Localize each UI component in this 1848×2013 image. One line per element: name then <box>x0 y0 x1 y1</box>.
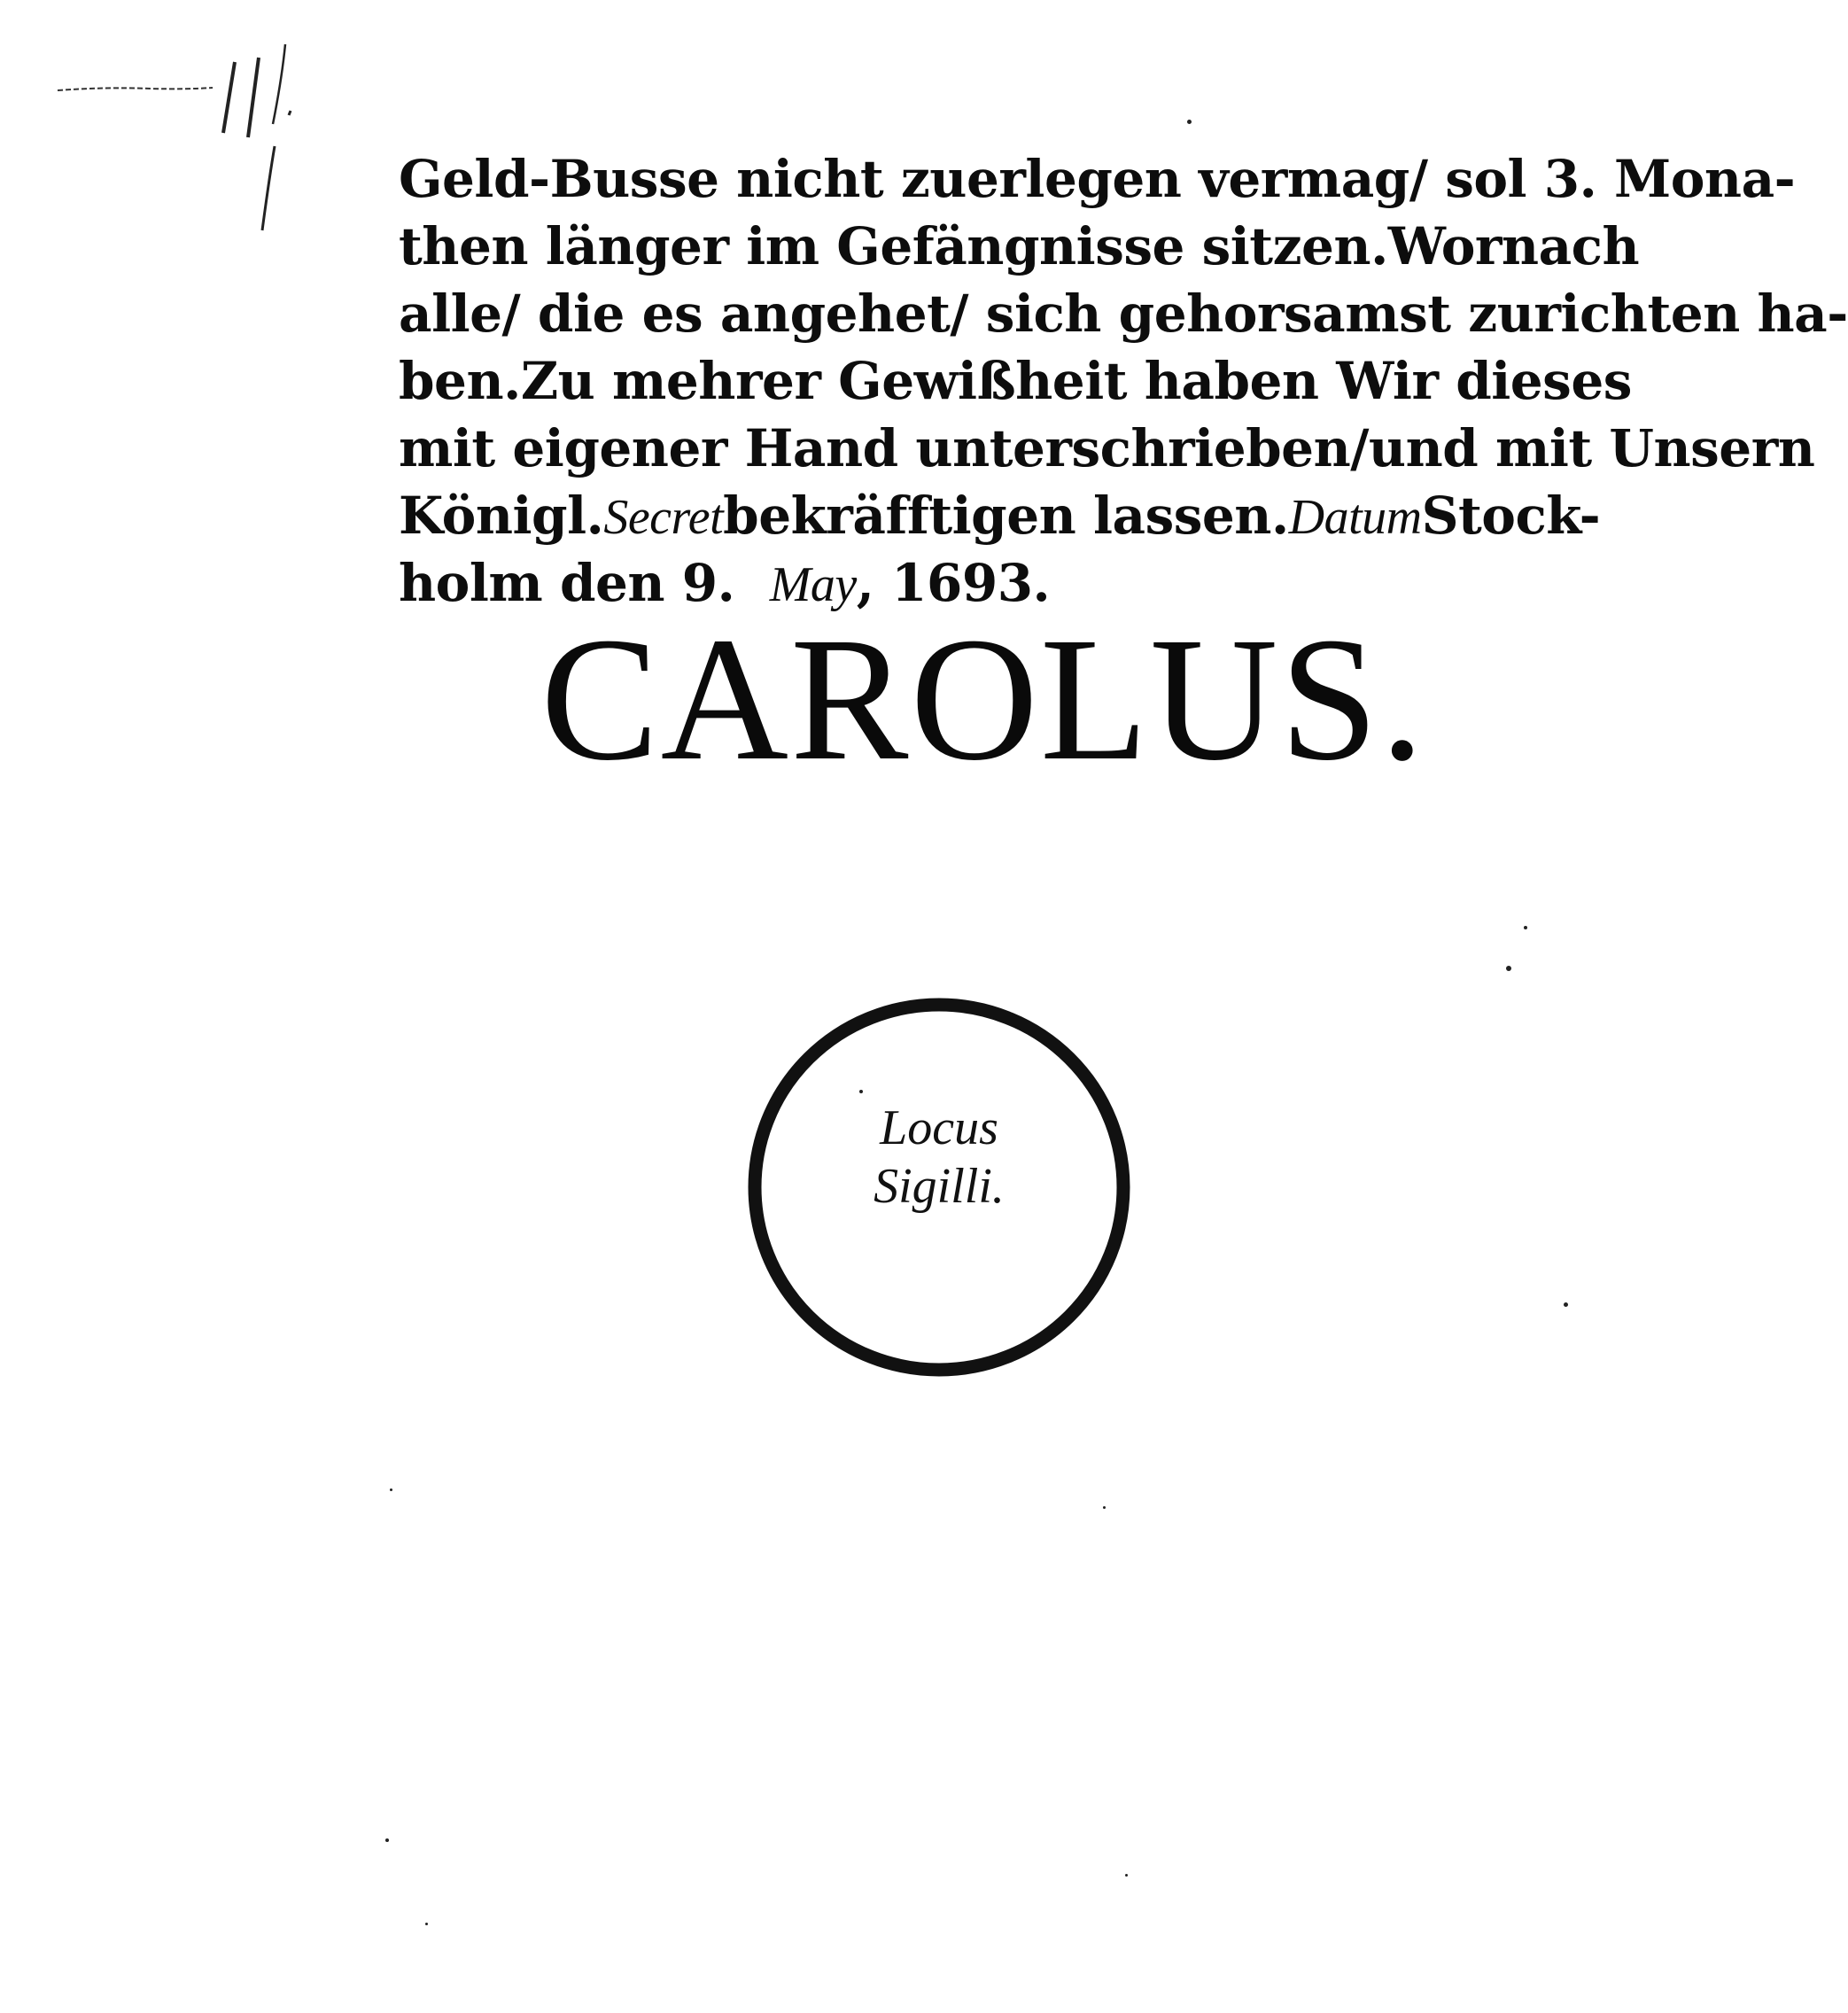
text-line-2: then länger im Gefängnisse sitzen. Wornach <box>399 216 1640 276</box>
handwritten-archive-mark <box>53 27 354 257</box>
scan-speck <box>385 1838 389 1842</box>
scan-speck <box>1125 1874 1128 1877</box>
text-line-6: Königl. Secret bekräfftigen lassen. Datum Stock- <box>399 486 1601 546</box>
scan-speck <box>1564 1302 1568 1307</box>
scan-speck <box>1103 1506 1106 1509</box>
scan-speck <box>1524 926 1527 929</box>
text-line-5: mit eigener Hand unterschrieben/und mit Unsern <box>399 418 1815 478</box>
scan-speck <box>1187 120 1192 124</box>
seal-placeholder <box>735 983 1143 1391</box>
scan-speck <box>425 1923 428 1925</box>
decree-text <box>399 149 1848 620</box>
seal-text-line2: Sigilli. <box>874 1159 1005 1214</box>
scan-speck <box>1506 966 1511 971</box>
scan-speck <box>390 1488 392 1491</box>
text-line-7: holm den 9. May , 1693. <box>399 553 1051 613</box>
seal-text <box>735 1099 1143 1216</box>
text-line-1: Geld-Busse nicht zuerlegen vermag/ sol 3. Mona- <box>399 149 1796 209</box>
royal-signature: CAROLUS. <box>540 602 1426 797</box>
scan-speck <box>859 1090 863 1093</box>
text-line-4: ben. Zu mehrer Gewißheit haben Wir dieses <box>399 351 1632 411</box>
seal-text-line1: Locus <box>880 1100 998 1155</box>
text-line-3: alle/ die es angehet/ sich gehorsamst zurichten ha- <box>399 284 1848 344</box>
